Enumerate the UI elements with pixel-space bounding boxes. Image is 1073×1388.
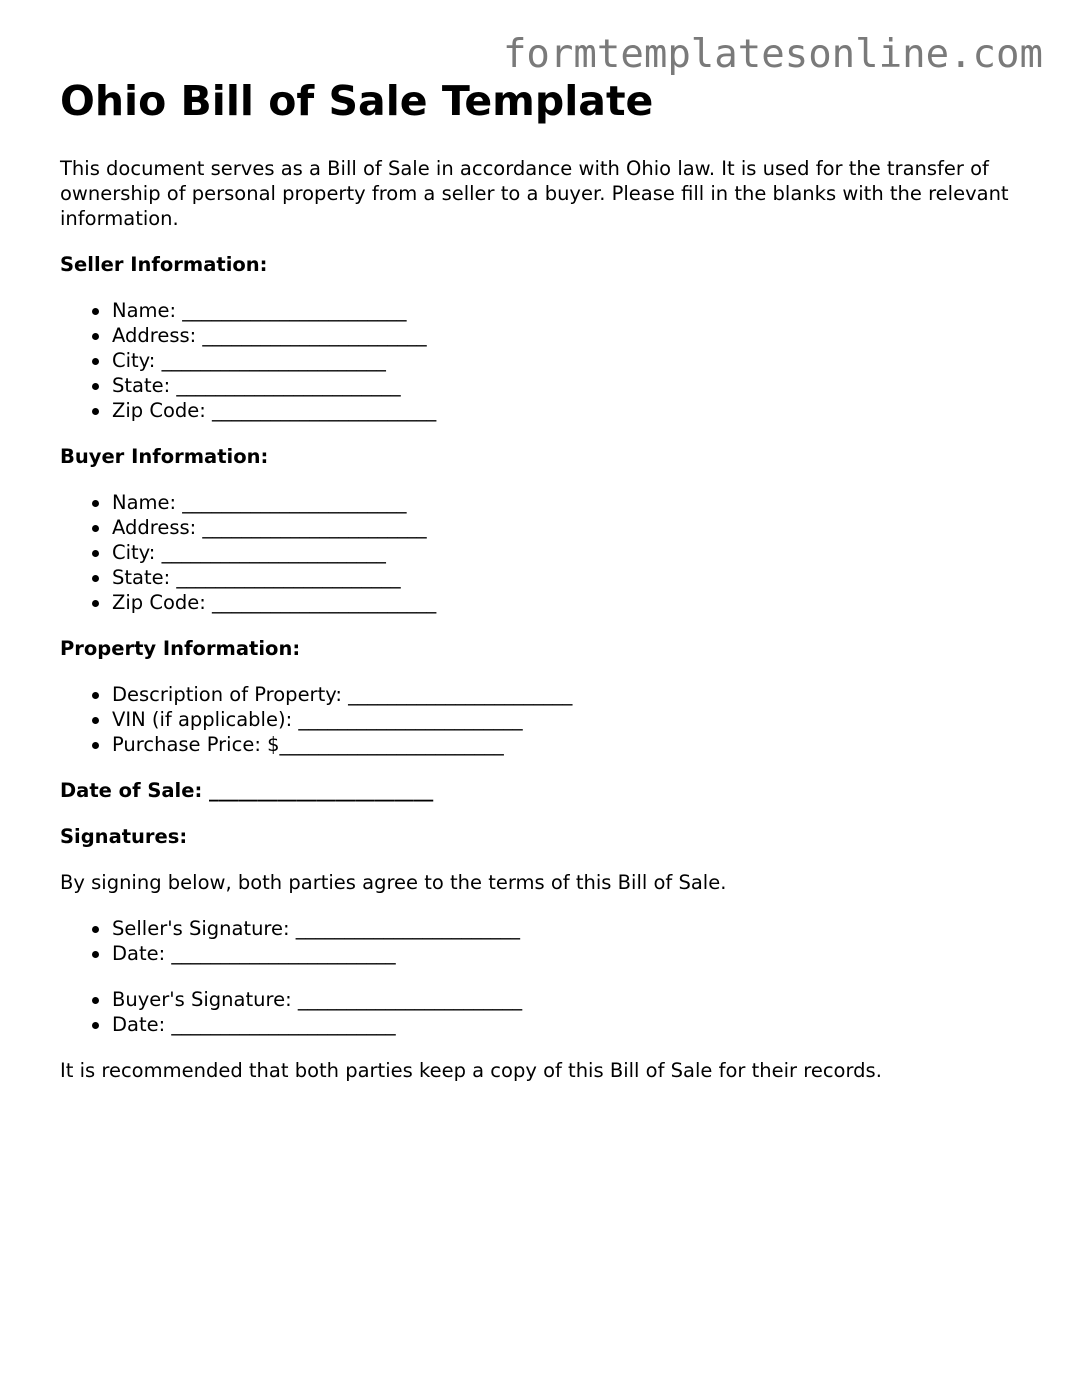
seller-signature-date-field: Date: _______________________ bbox=[112, 941, 1030, 966]
document-title: Ohio Bill of Sale Template bbox=[60, 77, 654, 125]
date-of-sale-field: Date of Sale: _______________________ bbox=[60, 779, 434, 802]
seller-address-field: Address: _______________________ bbox=[112, 323, 1030, 348]
watermark: formtemplatesonline.com bbox=[502, 32, 1043, 77]
seller-section-heading: Seller Information: bbox=[60, 253, 268, 276]
buyer-section-heading: Buyer Information: bbox=[60, 445, 269, 468]
property-description-field: Description of Property: _______________________ bbox=[112, 682, 1030, 707]
seller-field-list bbox=[60, 298, 1030, 423]
seller-zip-field: Zip Code: _______________________ bbox=[112, 398, 1030, 423]
seller-signature-list bbox=[60, 916, 1030, 966]
intro-paragraph: This document serves as a Bill of Sale in accordance with Ohio law. It is used for the transfer of ownership of personal property from a seller to a buyer. Please fill in the blanks with the relevant information. bbox=[60, 157, 1009, 230]
signatures-statement: By signing below, both parties agree to the terms of this Bill of Sale. bbox=[60, 871, 727, 894]
property-vin-field: VIN (if applicable): _______________________ bbox=[112, 707, 1030, 732]
buyer-signature-field: Buyer's Signature: _______________________ bbox=[112, 987, 1030, 1012]
buyer-address-field: Address: _______________________ bbox=[112, 515, 1030, 540]
document-page bbox=[60, 74, 1030, 1083]
signatures-section-heading: Signatures: bbox=[60, 825, 188, 848]
property-section-heading: Property Information: bbox=[60, 637, 301, 660]
closing-note: It is recommended that both parties keep a copy of this Bill of Sale for their records. bbox=[60, 1059, 882, 1082]
buyer-zip-field: Zip Code: _______________________ bbox=[112, 590, 1030, 615]
buyer-state-field: State: _______________________ bbox=[112, 565, 1030, 590]
seller-state-field: State: _______________________ bbox=[112, 373, 1030, 398]
buyer-signature-date-field: Date: _______________________ bbox=[112, 1012, 1030, 1037]
buyer-city-field: City: _______________________ bbox=[112, 540, 1030, 565]
property-price-field: Purchase Price: $_______________________ bbox=[112, 732, 1030, 757]
seller-name-field: Name: _______________________ bbox=[112, 298, 1030, 323]
seller-signature-field: Seller's Signature: _______________________ bbox=[112, 916, 1030, 941]
buyer-name-field: Name: _______________________ bbox=[112, 490, 1030, 515]
buyer-signature-list bbox=[60, 987, 1030, 1037]
buyer-field-list bbox=[60, 490, 1030, 615]
seller-city-field: City: _______________________ bbox=[112, 348, 1030, 373]
property-field-list bbox=[60, 682, 1030, 757]
